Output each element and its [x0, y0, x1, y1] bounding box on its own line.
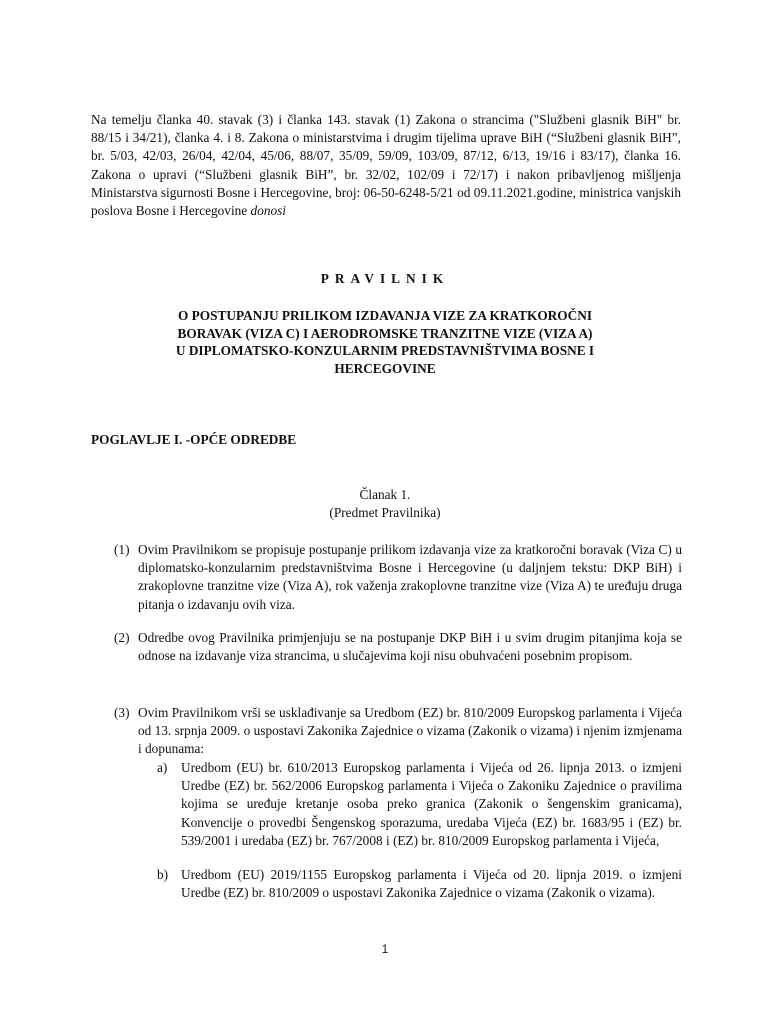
list-item-marker: b): [157, 867, 169, 882]
document-title-line: BORAVAK (VIZA C) I AERODROMSKE TRANZITNE VIZE (VIZA A): [177, 325, 593, 341]
document-type-heading: PRAVILNIK: [320, 271, 450, 286]
paragraph-text: Odredbe ovog Pravilnika primjenjuju se na postupanje DKP BiH i u svim drugim pitanjima koja se odnose na izdavanje viza strancima, u slučajevima koji nisu obuhvaćeni posebnim propisom.: [138, 630, 682, 664]
list-item-text: Uredbom (EU) 2019/1155 Europskog parlamenta i Vijeća od 20. lipnja 2019. o izmjeni Uredbe (EZ) br. 810/2009 o uspostavi Zakonika Zajednice o vizama (Zakonik o vizama).: [181, 867, 682, 901]
article-number: Članak 1.: [359, 487, 411, 502]
article-paragraph-2: [114, 629, 682, 665]
paragraph-number: (3): [114, 705, 130, 720]
list-item-text: Uredbom (EU) br. 610/2013 Europskog parlamenta i Vijeća od 26. lipnja 2013. o izmjeni Uredbe (EZ) br. 562/2006 Europskog parlamenta i Vijeća o Zakoniku Zajednice o pravilima kojima se uređuje kretanje osoba preko granica (Zakonik o šengenskim granicama), Konvencije o provedbi Šengenskog sporazuma, uredaba Vijeća (EZ) br. 1683/95 i (EZ) br. 539/2001 i uredaba (EZ) br. 767/2008 i (EZ) br. 810/2009 Europskog parlamenta i Vijeća,: [181, 760, 682, 848]
chapter-heading: POGLAVLJE I. -OPĆE ODREDBE: [91, 432, 297, 447]
list-item-b: [137, 866, 682, 902]
paragraph-text: Ovim Pravilnikom vrši se usklađivanje sa Uredbom (EZ) br. 810/2009 Europskog parlamenta i Vijeća od 13. srpnja 2009. o uspostavi Zakonika Zajednice o vizama (Zakonik o vizama) i njenim izmjenama i dopunama:: [138, 705, 682, 757]
document-title: [120, 307, 650, 377]
paragraph-text: Ovim Pravilnikom se propisuje postupanje prilikom izdavanja vize za kratkoročni boravak (Viza C) u diplomatsko-konzularnim predstavništvima Bosne i Hercegovine (u daljnjem tekstu: DKP BiH) i zrakoplovne tranzitne vize (Viza A), rok važenja zrakoplovne tranzitne vize (Viza A) te uređuju druga pitanja o izdavanju ovih viza.: [138, 542, 682, 612]
article-paragraph-1: [114, 541, 682, 614]
page-number: 1: [381, 944, 389, 956]
preamble-verb: donosi: [250, 203, 286, 219]
document-title-line: O POSTUPANJU PRILIKOM IZDAVANJA VIZE ZA KRATKOROČNI: [178, 308, 592, 323]
paragraph-number: (2): [114, 630, 130, 645]
document-title-line: U DIPLOMATSKO-KONZULARNIM PREDSTAVNIŠTVIMA BOSNE I: [175, 343, 595, 358]
article-subject: (Predmet Pravilnika): [329, 505, 441, 520]
article-paragraph-3: [114, 704, 682, 759]
list-item-a: [137, 759, 682, 850]
preamble-text: Na temelju članka 40. stavak (3) i članka 143. stavak (1) Zakona o strancima ("Službeni glasnik BiH" br. 88/15 i 34/21), članka 4. i 8. Zakona o ministarstvima i drugim tijelima uprave BiH (“Službeni glasnik BiH”, br. 5/03, 42/03, 26/04, 42/04, 45/06, 88/07, 35/09, 59/09, 103/09, 87/12, 6/13, 19/16 i 83/17), članka 16. Zakona o upravi (“Službeni glasnik BiH”, br. 32/02, 102/09 i 72/17) i nakon pribavljenog mišljenja Ministarstva sigurnosti Bosne i Hercegovine, broj: 06-50-6248-5/21 od 09.11.2021.godine, ministrica vanjskih poslova Bosne i Hercegovine: [91, 112, 681, 219]
list-item-marker: a): [157, 760, 168, 775]
preamble-paragraph: [91, 111, 681, 220]
document-title-line: HERCEGOVINE: [334, 360, 436, 376]
paragraph-number: (1): [114, 542, 130, 557]
